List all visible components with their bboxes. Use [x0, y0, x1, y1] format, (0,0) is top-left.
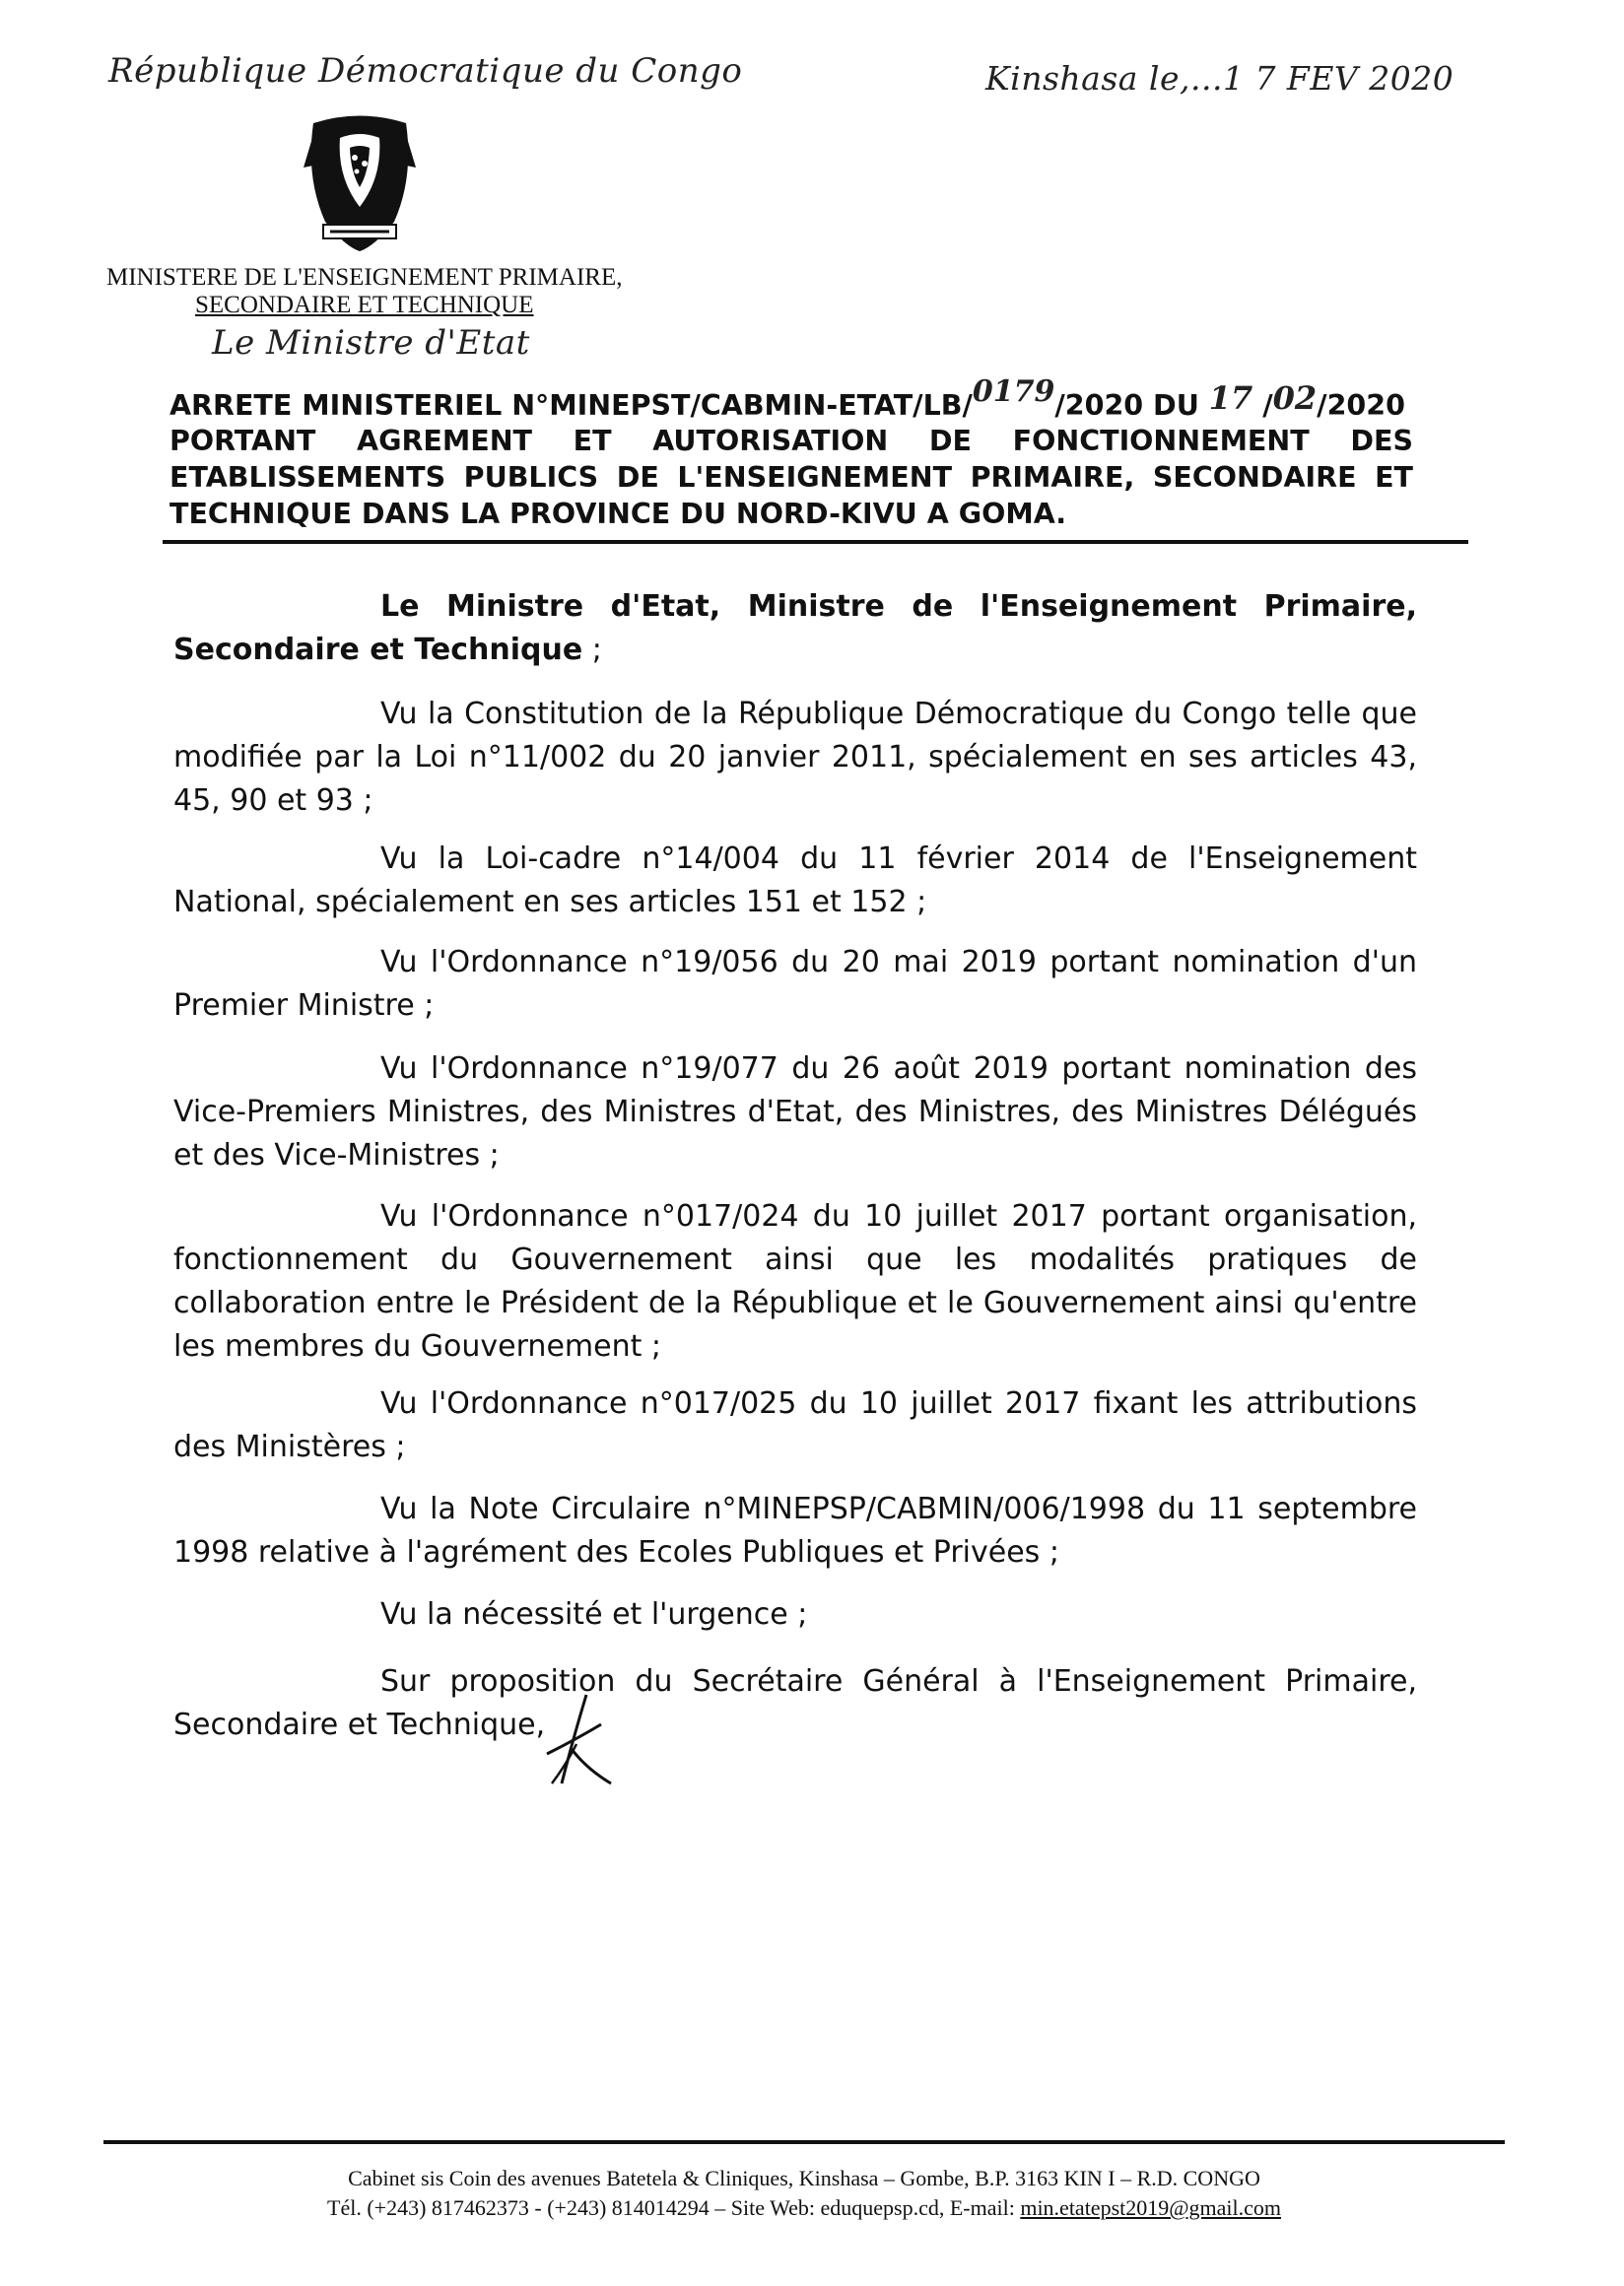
handwritten-month: 02 [1272, 379, 1318, 417]
paragraph-note-circulaire: Vu la Note Circulaire n°MINEPSP/CABMIN/006/1998 du 11 septembre 1998 relative à l'agrément des Ecoles Publiques et Privées ; [173, 1492, 1417, 1570]
decree-title-line-2: PORTANT AGREMENT ET AUTORISATION DE FONCTIONNEMENT DES [169, 425, 1413, 457]
footer-contact [103, 2193, 1505, 2223]
handwritten-decree-number: 0179 [972, 374, 1055, 409]
footer-divider [103, 2140, 1505, 2144]
paragraph-proposition: Sur proposition du Secrétaire Général à l'Enseignement Primaire, Secondaire et Technique, [173, 1664, 1417, 1742]
decree-reference: ARRETE MINISTERIEL N°MINEPST/CABMIN-ETAT/LB/0179/2020 DU 17 /02/2020 [169, 374, 1405, 422]
coat-of-arms-icon [296, 108, 424, 256]
decree-prefix: ARRETE MINISTERIEL N°MINEPST/CABMIN-ETAT/LB/ [169, 389, 973, 422]
intro-minister: Le Ministre d'Etat, Ministre de l'Enseignement Primaire, Secondaire et Technique [173, 589, 1417, 667]
intro-paragraph [173, 585, 1417, 672]
paragraph-loi-cadre: Vu la Loi-cadre n°14/004 du 11 février 2014 de l'Enseignement National, spécialement en ses articles 151 et 152 ; [173, 841, 1417, 919]
paragraph-ordonnance-ministres: Vu l'Ordonnance n°19/077 du 26 août 2019 portant nomination des Vice-Premiers Ministres, des Ministres d'Etat, des Ministres, des Ministres Délégués et des Vice-Ministres ; [173, 1051, 1417, 1173]
place-date: Kinshasa le,...1 7 FEV 2020 [985, 59, 1455, 98]
intro-end: ; [582, 633, 602, 667]
minister-heading: Le Ministre d'Etat [212, 323, 530, 363]
paragraph-ordonnance-organisation: Vu l'Ordonnance n°017/024 du 10 juillet 2017 portant organisation, fonctionnement du Gouvernement ainsi que les modalités pratiques de collaboration entre le Président de la République et le Gouvernement ainsi qu'entre les membres du Gouvernement ; [173, 1199, 1417, 1364]
paragraph-necessite: Vu la nécessité et l'urgence ; [380, 1597, 808, 1632]
footer-address: Cabinet sis Coin des avenues Batetela & Cliniques, Kinshasa – Gombe, B.P. 3163 KIN I – R.D. CONGO [348, 2166, 1260, 2190]
decree-title-line-3: ETABLISSEMENTS PUBLICS DE L'ENSEIGNEMENT PRIMAIRE, SECONDAIRE ET [169, 461, 1413, 494]
paragraph-constitution: Vu la Constitution de la République Démocratique du Congo telle que modifiée par la Loi n°11/002 du 20 janvier 2011, spécialement en ses articles 43, 45, 90 et 93 ; [173, 697, 1417, 818]
ministry-line-2: SECONDAIRE ET TECHNIQUE [195, 292, 534, 318]
paragraph-ordonnance-premier-ministre: Vu l'Ordonnance n°19/056 du 20 mai 2019 portant nomination d'un Premier Ministre ; [173, 945, 1417, 1023]
title-divider [163, 540, 1468, 544]
handwritten-initials-icon [532, 1685, 621, 1793]
footer-phone-web: Tél. (+243) 817462373 - (+243) 814014294 – Site Web: eduquepsp.cd, E-mail: [327, 2195, 1021, 2220]
decree-year: /2020 [1317, 389, 1405, 422]
handwritten-day: 17 [1208, 379, 1253, 417]
footer-email: min.etatepst2019@gmail.com [1020, 2195, 1281, 2220]
decree-mid: /2020 DU [1054, 389, 1209, 422]
paragraph-ordonnance-attributions: Vu l'Ordonnance n°017/025 du 10 juillet 2017 fixant les attributions des Ministères ; [173, 1386, 1417, 1464]
decree-title-line-4: TECHNIQUE DANS LA PROVINCE DU NORD-KIVU A GOMA. [169, 498, 1067, 530]
ministry-line-1: MINISTERE DE L'ENSEIGNEMENT PRIMAIRE, [106, 264, 623, 291]
republic-heading: République Démocratique du Congo [108, 51, 743, 91]
